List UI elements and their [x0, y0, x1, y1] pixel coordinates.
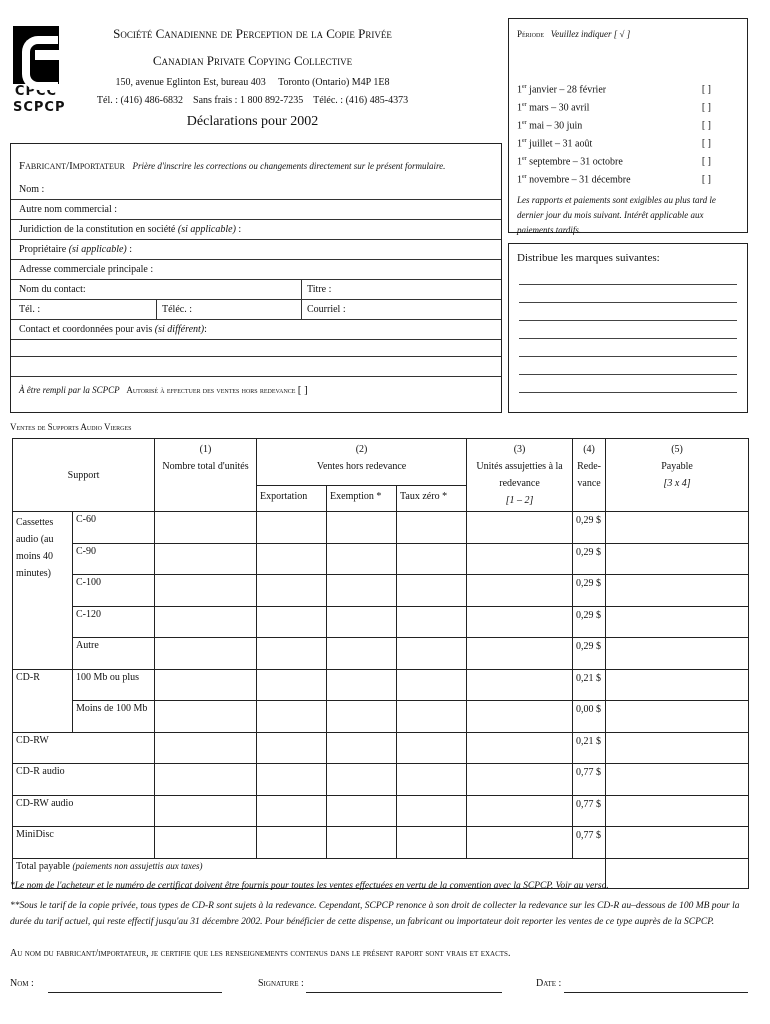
- logo-mark-icon: [13, 26, 59, 84]
- period-ordinal-suffix: er: [522, 120, 527, 126]
- payable-cell[interactable]: [606, 795, 749, 827]
- payable-cell[interactable]: [606, 827, 749, 859]
- period-checkbox[interactable]: [ ]: [701, 138, 711, 149]
- owner-colon: :: [126, 244, 133, 255]
- entry-cell[interactable]: [467, 795, 573, 827]
- period-checkbox[interactable]: [ ]: [701, 174, 711, 185]
- header-payable-num: (5): [671, 444, 683, 455]
- entry-cell[interactable]: [397, 764, 467, 796]
- brands-line[interactable]: [519, 320, 737, 321]
- brands-line[interactable]: [519, 302, 737, 303]
- jurisdiction-colon: :: [235, 224, 242, 235]
- period-ordinal-suffix: er: [522, 138, 527, 144]
- footnote-1: *Le nom de l'acheteur et le numéro de certificat doivent être fournis pour toutes les ventes effectuées en vertu de la convention avec la SCPCP. Voir au verso.: [10, 881, 609, 891]
- notice-contact-field[interactable]: [11, 320, 501, 340]
- payable-cell[interactable]: [606, 732, 749, 764]
- table-row: [13, 764, 749, 796]
- entry-cell[interactable]: [327, 669, 397, 701]
- certification-statement: Au nom du fabricant/importateur, je certifie que les renseignements contenus dans le présent raport sont vrais et exacts.: [10, 948, 511, 959]
- table-row: [13, 575, 749, 607]
- header-support: Support: [13, 439, 155, 512]
- header-non-royalty-num: (2): [355, 444, 368, 455]
- support-type: CD-RW: [13, 732, 155, 764]
- period-range: mai – 30 juin: [529, 120, 583, 132]
- support-type: C-60: [73, 512, 155, 544]
- brands-line[interactable]: [519, 284, 737, 285]
- header-exemption: Exemption *: [327, 485, 397, 511]
- support-type: MiniDisc: [13, 827, 155, 859]
- footnote-2: **Sous le tarif de la copie privée, tous types de CD-R sont sujets à la redevance. Cependant, SCPCP renonce à son droit de collecter la redevance sur les CD-R au–dessous de 100 MB pour la durée du tarif actuel, qui reste effectif jusqu'au 31 décembre 2002. Pour bénéficier de cette dispense, un fabricant ou importateur doit reporter les ventes de ce type auprès de la SCPCP.: [10, 901, 740, 927]
- payable-cell[interactable]: [606, 669, 749, 701]
- period-option[interactable]: [517, 120, 717, 131]
- notice-line-1[interactable]: [11, 340, 501, 357]
- support-type: CD-RW audio: [13, 795, 155, 827]
- royalty-rate: 0,29 $: [573, 543, 606, 575]
- entry-cell[interactable]: [397, 827, 467, 859]
- header-total-units-label: Nombre total d'unités: [162, 461, 249, 472]
- support-type: Autre: [73, 638, 155, 670]
- period-ordinal-suffix: er: [522, 174, 527, 180]
- payable-cell[interactable]: [606, 512, 749, 544]
- period-option[interactable]: [517, 156, 717, 167]
- royalty-rate: 0,29 $: [573, 512, 606, 544]
- table-row: [13, 638, 749, 670]
- entry-cell[interactable]: [397, 732, 467, 764]
- entry-cell[interactable]: [327, 732, 397, 764]
- entry-cell[interactable]: [155, 669, 257, 701]
- brands-line[interactable]: [519, 338, 737, 339]
- table-row: [13, 512, 749, 544]
- jurisdiction-label: Juridiction de la constitution en société: [19, 224, 176, 235]
- entry-cell[interactable]: [257, 543, 327, 575]
- other-name-label: Autre nom commercial :: [19, 204, 118, 215]
- entry-cell[interactable]: [257, 575, 327, 607]
- header-royalty: [573, 439, 606, 512]
- period-box: [508, 18, 748, 233]
- manufacturer-instruction: Prière d'inscrire les corrections ou changements directement sur le présent formulaire.: [132, 161, 446, 171]
- payable-cell[interactable]: [606, 606, 749, 638]
- entry-cell[interactable]: [467, 638, 573, 670]
- period-checkbox[interactable]: [ ]: [701, 84, 711, 95]
- period-heading: [517, 29, 630, 39]
- name-field[interactable]: [11, 182, 501, 200]
- entry-cell[interactable]: [257, 795, 327, 827]
- period-range: septembre – 31 octobre: [529, 156, 623, 168]
- page-title: Déclarations pour 2002: [186, 114, 319, 129]
- brands-line[interactable]: [519, 374, 737, 375]
- period-range: novembre – 31 décembre: [529, 174, 631, 186]
- entry-cell[interactable]: [155, 543, 257, 575]
- owner-label: Propriétaire: [19, 244, 67, 255]
- period-range: juillet – 31 août: [529, 138, 593, 150]
- field-divider: [156, 300, 157, 319]
- royalty-rate: 0,77 $: [573, 764, 606, 796]
- entry-cell[interactable]: [257, 764, 327, 796]
- name-label: Nom :: [19, 184, 45, 195]
- entry-cell[interactable]: [467, 512, 573, 544]
- manufacturer-heading-label: Fabricant/Importateur: [19, 160, 125, 172]
- period-ordinal: 1: [517, 138, 522, 150]
- jurisdiction-note: (si applicable): [177, 224, 236, 235]
- header-export: Exportation: [257, 485, 327, 511]
- royalty-rate: 0,29 $: [573, 606, 606, 638]
- authorized-label: Autorisé à effectuer des ventes hors redevance: [126, 385, 296, 395]
- entry-cell[interactable]: [155, 638, 257, 670]
- title-field[interactable]: Titre :: [307, 284, 332, 295]
- table-row: [13, 732, 749, 764]
- entry-cell[interactable]: [155, 575, 257, 607]
- entry-cell[interactable]: [397, 512, 467, 544]
- royalty-rate: 0,21 $: [573, 732, 606, 764]
- notice-contact-label: Contact et coordonnées pour avis: [19, 324, 153, 335]
- period-range: janvier – 28 février: [529, 84, 607, 96]
- signature-date-label: Date :: [536, 978, 562, 989]
- field-divider: [301, 300, 302, 319]
- entry-cell[interactable]: [327, 701, 397, 733]
- brands-line[interactable]: [519, 356, 737, 357]
- period-option[interactable]: [517, 84, 717, 95]
- entry-cell[interactable]: [467, 732, 573, 764]
- contact-field[interactable]: Nom du contact:: [19, 284, 86, 295]
- entry-cell[interactable]: [397, 606, 467, 638]
- jurisdiction-field[interactable]: [11, 220, 501, 240]
- table-row: [13, 827, 749, 859]
- royalty-rate: 0,77 $: [573, 795, 606, 827]
- other-name-field[interactable]: [11, 200, 501, 220]
- period-ordinal: 1: [517, 84, 522, 96]
- header-total-units-num: (1): [199, 444, 212, 455]
- entry-cell[interactable]: [155, 764, 257, 796]
- header-total-units: [155, 439, 257, 512]
- office-use-label: À être rempli par la SCPCP: [19, 385, 120, 395]
- table-row: [13, 669, 749, 701]
- authorized-checkbox[interactable]: [ ]: [297, 384, 308, 396]
- entry-cell[interactable]: [467, 575, 573, 607]
- sales-table-body: [13, 512, 749, 889]
- payable-cell[interactable]: [606, 701, 749, 733]
- entry-cell[interactable]: [155, 606, 257, 638]
- period-instruction: Veuillez indiquer [ √ ]: [550, 29, 631, 39]
- period-heading-label: Période: [517, 29, 545, 39]
- header-subject-units-formula: [1 – 2]: [505, 495, 534, 506]
- org-address: 150, avenue Eglinton Est, bureau 403 Toronto (Ontario) M4P 1E8: [115, 77, 390, 88]
- entry-cell[interactable]: [327, 795, 397, 827]
- period-ordinal: 1: [517, 156, 522, 168]
- entry-cell[interactable]: [155, 512, 257, 544]
- header-royalty-label: Rede-vance: [577, 461, 601, 489]
- header-subject-units: [467, 439, 573, 512]
- entry-cell[interactable]: [397, 638, 467, 670]
- header-payable: [606, 439, 749, 512]
- logo-text-en: CPCC: [14, 84, 58, 99]
- entry-cell[interactable]: [467, 827, 573, 859]
- cassette-group-label: Cassettes audio (au moins 40 minutes): [13, 512, 73, 670]
- royalty-rate: 0,29 $: [573, 575, 606, 607]
- address-label: Adresse commerciale principale :: [19, 264, 154, 275]
- phone-row: [11, 300, 501, 320]
- support-type: Moins de 100 Mb: [73, 701, 155, 733]
- royalty-rate: 0,29 $: [573, 638, 606, 670]
- total-note: (paiements non assujettis aux taxes): [72, 860, 203, 871]
- header-non-royalty-label: Ventes hors redevance: [316, 461, 407, 472]
- payable-cell[interactable]: [606, 638, 749, 670]
- entry-cell[interactable]: [397, 669, 467, 701]
- period-checkbox[interactable]: [ ]: [701, 120, 711, 131]
- entry-cell[interactable]: [467, 701, 573, 733]
- manufacturer-heading: [19, 160, 445, 172]
- period-option[interactable]: [517, 138, 717, 149]
- entry-cell[interactable]: [397, 575, 467, 607]
- entry-cell[interactable]: [327, 606, 397, 638]
- royalty-rate: 0,77 $: [573, 827, 606, 859]
- entry-cell[interactable]: [397, 701, 467, 733]
- header-royalty-num: (4): [583, 444, 595, 455]
- header-subject-units-num: (3): [513, 444, 526, 455]
- entry-cell[interactable]: [397, 795, 467, 827]
- table-row: [13, 701, 749, 733]
- sales-table: [12, 438, 749, 889]
- email-field[interactable]: Courriel :: [307, 304, 346, 315]
- brands-label: Distribue les marques suivantes:: [517, 252, 660, 264]
- entry-cell[interactable]: [257, 669, 327, 701]
- period-option[interactable]: [517, 174, 717, 185]
- entry-cell[interactable]: [155, 795, 257, 827]
- notice-contact-note: (si différent): [154, 324, 205, 335]
- period-ordinal: 1: [517, 120, 522, 132]
- payable-cell[interactable]: [606, 543, 749, 575]
- entry-cell[interactable]: [467, 606, 573, 638]
- entry-cell[interactable]: [257, 638, 327, 670]
- entry-cell[interactable]: [155, 732, 257, 764]
- entry-cell[interactable]: [327, 575, 397, 607]
- header-zero-rate: Taux zéro *: [397, 485, 467, 511]
- support-type: 100 Mb ou plus: [73, 669, 155, 701]
- entry-cell[interactable]: [257, 827, 327, 859]
- royalty-rate: 0,00 $: [573, 701, 606, 733]
- signature-line[interactable]: [306, 992, 502, 993]
- signature-date-line[interactable]: [564, 992, 748, 993]
- payable-cell[interactable]: [606, 575, 749, 607]
- contact-row: [11, 280, 501, 300]
- period-ordinal: 1: [517, 102, 522, 114]
- office-use-row: [11, 380, 501, 400]
- table-row: [13, 795, 749, 827]
- period-range: mars – 30 avril: [529, 102, 590, 114]
- table-row: [13, 543, 749, 575]
- payable-cell[interactable]: [606, 764, 749, 796]
- period-ordinal-suffix: er: [522, 84, 527, 90]
- header-non-royalty: [257, 439, 467, 486]
- period-ordinal-suffix: er: [522, 156, 527, 162]
- owner-field[interactable]: [11, 240, 501, 260]
- signature-name-label: Nom :: [10, 978, 34, 989]
- owner-note: (si applicable): [68, 244, 127, 255]
- signature-name-line[interactable]: [48, 992, 222, 993]
- org-name-fr: Société Canadienne de Perception de la Copie Privée: [113, 26, 392, 41]
- cdr-group-label: CD-R: [13, 669, 73, 732]
- support-type: C-90: [73, 543, 155, 575]
- signature-label: Signature :: [258, 978, 304, 989]
- royalty-rate: 0,21 $: [573, 669, 606, 701]
- period-ordinal-suffix: er: [522, 102, 527, 108]
- entry-cell[interactable]: [327, 512, 397, 544]
- period-note: Les rapports et paiements sont exigibles au plus tard le dernier jour du mois suivant. Intérêt applicable aux paiements tardifs.: [517, 195, 716, 235]
- brands-line[interactable]: [519, 392, 737, 393]
- org-name-en: Canadian Private Copying Collective: [152, 53, 353, 68]
- period-ordinal: 1: [517, 174, 522, 186]
- entry-cell[interactable]: [327, 638, 397, 670]
- notice-contact-colon: :: [204, 324, 207, 335]
- cpcc-logo: [13, 26, 66, 134]
- manufacturer-box: [10, 143, 502, 413]
- period-checkbox[interactable]: [ ]: [701, 156, 711, 167]
- period-checkbox[interactable]: [ ]: [701, 102, 711, 113]
- entry-cell[interactable]: [257, 732, 327, 764]
- logo-text-fr: SCPCP: [13, 100, 66, 115]
- entry-cell[interactable]: [327, 543, 397, 575]
- support-type: CD-R audio: [13, 764, 155, 796]
- field-divider: [301, 280, 302, 299]
- entry-cell[interactable]: [467, 543, 573, 575]
- support-type: C-120: [73, 606, 155, 638]
- entry-cell[interactable]: [257, 606, 327, 638]
- fax-field[interactable]: Téléc. :: [162, 304, 192, 315]
- org-phones: Tél. : (416) 486-6832 Sans frais : 1 800 892-7235 Téléc. : (416) 485-4373: [96, 95, 409, 106]
- entry-cell[interactable]: [467, 764, 573, 796]
- entry-cell[interactable]: [155, 827, 257, 859]
- notice-line-2[interactable]: [11, 357, 501, 377]
- entry-cell[interactable]: [155, 701, 257, 733]
- header-payable-formula: [3 x 4]: [663, 478, 691, 489]
- entry-cell[interactable]: [257, 701, 327, 733]
- entry-cell[interactable]: [327, 764, 397, 796]
- brands-box: [508, 243, 748, 413]
- entry-cell[interactable]: [257, 512, 327, 544]
- address-field[interactable]: [11, 260, 501, 280]
- entry-cell[interactable]: [327, 827, 397, 859]
- total-label: Total payable: [16, 860, 70, 872]
- support-type: C-100: [73, 575, 155, 607]
- entry-cell[interactable]: [467, 669, 573, 701]
- header-subject-units-label: Unités assujetties à la redevance: [476, 461, 563, 489]
- sales-table-title: Ventes de Supports Audio Vierges: [10, 422, 132, 432]
- entry-cell[interactable]: [397, 543, 467, 575]
- header-payable-label: Payable: [661, 461, 693, 472]
- table-row: [13, 606, 749, 638]
- period-option[interactable]: [517, 102, 717, 113]
- tel-field[interactable]: Tél. :: [19, 304, 41, 315]
